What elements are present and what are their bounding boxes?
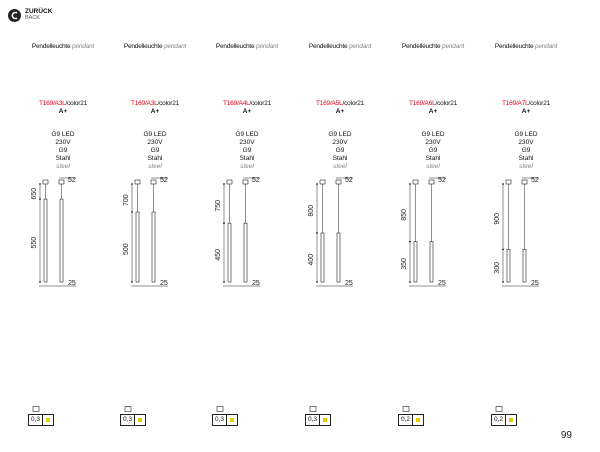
product-code-main: T169/A7L — [501, 100, 529, 107]
product-title — [108, 43, 202, 50]
led-indicator-icon — [320, 415, 330, 425]
dimension-tick-top — [223, 183, 225, 185]
lamp-body-side — [414, 242, 417, 282]
wattage-value: 0,3 — [306, 415, 320, 425]
canopy-front — [243, 180, 248, 184]
energy-class: A+ — [335, 108, 345, 115]
spec-socket: G9 — [58, 147, 68, 154]
dimension-tick-mid — [39, 198, 41, 200]
bulb-icon — [495, 406, 503, 412]
dimension-tick-bottom — [502, 281, 504, 283]
dimension-tick-mid — [223, 222, 225, 224]
spec-list — [293, 131, 387, 171]
width-dimension-label: 52 — [252, 177, 260, 184]
width-dimension-label: 52 — [160, 177, 168, 184]
wattage-box — [305, 414, 331, 426]
product-code-main: T169/A3L — [38, 100, 66, 107]
product-code-suffix: /color21 — [65, 100, 88, 107]
total-height-label: 750 — [215, 199, 222, 212]
wattage-box — [398, 414, 424, 426]
dimension-tick-mid — [502, 248, 504, 250]
lamp-body-front — [244, 223, 247, 282]
spec-material-en: steel — [333, 163, 347, 170]
dimension-tick-top — [502, 183, 504, 185]
product-title-en: pendant — [256, 43, 279, 50]
back-sublabel: BACK — [25, 15, 40, 21]
product-code — [386, 100, 480, 107]
spec-voltage: 230V — [332, 139, 348, 146]
product-code — [108, 100, 202, 107]
spec-light-source: G9 LED — [421, 131, 445, 138]
bulb-icon — [309, 406, 317, 412]
product-title — [386, 43, 480, 50]
led-indicator-icon — [413, 415, 423, 425]
body-height-label: 450 — [215, 248, 222, 261]
product-column — [200, 0, 294, 452]
product-title-de: Pendelleuchte — [215, 43, 255, 50]
base-dimension-label: 25 — [252, 280, 260, 287]
width-dimension-label: 52 — [345, 177, 353, 184]
wattage-value: 0,2 — [399, 415, 413, 425]
total-height-label: 800 — [308, 204, 315, 217]
base-dimension-label: 25 — [531, 280, 539, 287]
spec-material-en: steel — [519, 163, 533, 170]
product-title-en: pendant — [349, 43, 372, 50]
spec-material: Stahl — [239, 155, 255, 162]
body-height-label: 400 — [308, 253, 315, 266]
base-dimension-label: 25 — [68, 280, 76, 287]
product-code-suffix: /color21 — [249, 100, 272, 107]
lamp-body-side — [136, 212, 139, 282]
spec-light-source: G9 LED — [235, 131, 259, 138]
spec-voltage: 230V — [425, 139, 441, 146]
product-column — [293, 0, 387, 452]
technical-drawing — [293, 172, 387, 292]
product-code-main: T169/A6L — [408, 100, 436, 107]
product-title — [293, 43, 387, 50]
product-code-main: T169/A5L — [315, 100, 343, 107]
product-code-suffix: /color21 — [435, 100, 458, 107]
lamp-body-front — [337, 233, 340, 282]
canopy-side — [320, 180, 325, 184]
product-code-main: T169/A4L — [222, 100, 250, 107]
spec-list — [479, 131, 573, 171]
canopy-front — [429, 180, 434, 184]
product-title-en: pendant — [72, 43, 95, 50]
wattage-value: 0,3 — [121, 415, 135, 425]
spec-material: Stahl — [55, 155, 71, 162]
wattage-badge — [398, 414, 424, 426]
product-code-main: T169/A3L — [130, 100, 158, 107]
lamp-body-side — [44, 199, 47, 282]
wattage-badge — [28, 414, 54, 426]
lamp-body-front — [430, 242, 433, 282]
technical-drawing — [108, 172, 202, 292]
product-title-de: Pendelleuchte — [401, 43, 441, 50]
body-height-label: 550 — [31, 236, 38, 249]
wattage-badge — [491, 414, 517, 426]
back-label: ZURÜCK — [25, 8, 53, 15]
total-height-label: 850 — [401, 209, 408, 221]
total-height-label: 900 — [494, 212, 501, 225]
dimension-tick-top — [39, 183, 41, 185]
energy-class: A+ — [150, 108, 160, 115]
technical-drawing — [200, 172, 294, 292]
spec-voltage: 230V — [147, 139, 163, 146]
product-title-en: pendant — [164, 43, 187, 50]
lamp-body-front — [60, 199, 63, 282]
canopy-side — [413, 180, 418, 184]
width-dimension-label: 52 — [438, 177, 446, 184]
product-title — [16, 43, 110, 50]
wattage-box — [28, 414, 54, 426]
technical-drawing — [479, 172, 573, 292]
led-indicator-icon — [43, 415, 53, 425]
product-code — [479, 100, 573, 107]
body-height-label: 350 — [401, 258, 408, 270]
body-height-label: 300 — [494, 261, 501, 274]
base-dimension-label: 25 — [438, 280, 446, 287]
dimension-tick-mid — [131, 211, 133, 213]
spec-material: Stahl — [332, 155, 348, 162]
bulb-icon — [216, 406, 224, 412]
product-code — [293, 100, 387, 107]
product-column — [16, 0, 110, 452]
spec-material-en: steel — [148, 163, 162, 170]
product-code — [16, 100, 110, 107]
spec-socket: G9 — [521, 147, 531, 154]
spec-voltage: 230V — [55, 139, 71, 146]
lamp-body-front — [523, 249, 526, 282]
spec-material: Stahl — [518, 155, 534, 162]
product-column — [386, 0, 480, 452]
product-column — [479, 0, 573, 452]
wattage-value: 0,2 — [492, 415, 506, 425]
spec-list — [16, 131, 110, 171]
dimension-tick-top — [316, 183, 318, 185]
led-indicator-icon — [227, 415, 237, 425]
bulb-icon — [402, 406, 410, 412]
bulb-icon — [32, 406, 40, 412]
base-dimension-label: 25 — [345, 280, 353, 287]
spec-voltage: 230V — [518, 139, 534, 146]
lamp-body-side — [228, 223, 231, 282]
canopy-front — [151, 180, 156, 184]
dimension-tick-bottom — [223, 281, 225, 283]
total-height-label: 650 — [31, 187, 38, 200]
spec-voltage: 230V — [239, 139, 255, 146]
wattage-badge — [305, 414, 331, 426]
canopy-front — [336, 180, 341, 184]
product-title-en: pendant — [442, 43, 465, 50]
spec-light-source: G9 LED — [514, 131, 538, 138]
wattage-badge — [212, 414, 238, 426]
product-code-suffix: /color21 — [528, 100, 551, 107]
product-title-de: Pendelleuchte — [308, 43, 348, 50]
width-dimension-label: 52 — [68, 177, 76, 184]
canopy-side — [227, 180, 232, 184]
wattage-box — [120, 414, 146, 426]
lamp-body-front — [152, 212, 155, 282]
spec-list — [108, 131, 202, 171]
product-title — [479, 43, 573, 50]
technical-drawing — [386, 172, 480, 292]
lamp-body-side — [321, 233, 324, 282]
dimension-tick-bottom — [39, 281, 41, 283]
total-height-label: 700 — [123, 194, 130, 207]
product-title-de: Pendelleuchte — [31, 43, 71, 50]
energy-class: A+ — [521, 108, 531, 115]
dimension-tick-bottom — [316, 281, 318, 283]
width-dimension-label: 52 — [531, 177, 539, 184]
product-title-en: pendant — [535, 43, 558, 50]
wattage-value: 0,3 — [213, 415, 227, 425]
technical-drawing — [16, 172, 110, 292]
body-height-label: 500 — [123, 243, 130, 256]
canopy-side — [43, 180, 48, 184]
dimension-tick-mid — [316, 232, 318, 234]
bulb-icon — [124, 406, 132, 412]
canopy-side — [506, 180, 511, 184]
product-code-suffix: /color21 — [157, 100, 180, 107]
spec-list — [200, 131, 294, 171]
led-indicator-icon — [135, 415, 145, 425]
spec-socket: G9 — [150, 147, 160, 154]
product-code — [200, 100, 294, 107]
dimension-tick-top — [409, 183, 411, 185]
spec-socket: G9 — [335, 147, 345, 154]
wattage-box — [491, 414, 517, 426]
wattage-box — [212, 414, 238, 426]
dimension-tick-bottom — [131, 281, 133, 283]
dimension-tick-top — [131, 183, 133, 185]
led-indicator-icon — [506, 415, 516, 425]
spec-material: Stahl — [147, 155, 163, 162]
spec-material-en: steel — [56, 163, 70, 170]
spec-material-en: steel — [426, 163, 440, 170]
energy-class: A+ — [242, 108, 252, 115]
wattage-value: 0,3 — [29, 415, 43, 425]
page-number: 99 — [560, 430, 572, 441]
product-code-suffix: /color21 — [342, 100, 365, 107]
spec-light-source: G9 LED — [328, 131, 352, 138]
wattage-badge — [120, 414, 146, 426]
canopy-side — [135, 180, 140, 184]
energy-class: A+ — [428, 108, 438, 115]
spec-material-en: steel — [240, 163, 254, 170]
product-title-de: Pendelleuchte — [123, 43, 163, 50]
spec-light-source: G9 LED — [51, 131, 75, 138]
spec-list — [386, 131, 480, 171]
product-column — [108, 0, 202, 452]
spec-light-source: G9 LED — [143, 131, 167, 138]
dimension-tick-bottom — [409, 281, 411, 283]
base-dimension-label: 25 — [160, 280, 168, 287]
product-title — [200, 43, 294, 50]
energy-class: A+ — [58, 108, 68, 115]
canopy-front — [522, 180, 527, 184]
dimension-tick-mid — [409, 241, 411, 243]
spec-material: Stahl — [425, 155, 441, 162]
spec-socket: G9 — [428, 147, 438, 154]
product-title-de: Pendelleuchte — [494, 43, 534, 50]
spec-socket: G9 — [242, 147, 252, 154]
lamp-body-side — [507, 249, 510, 282]
canopy-front — [59, 180, 64, 184]
